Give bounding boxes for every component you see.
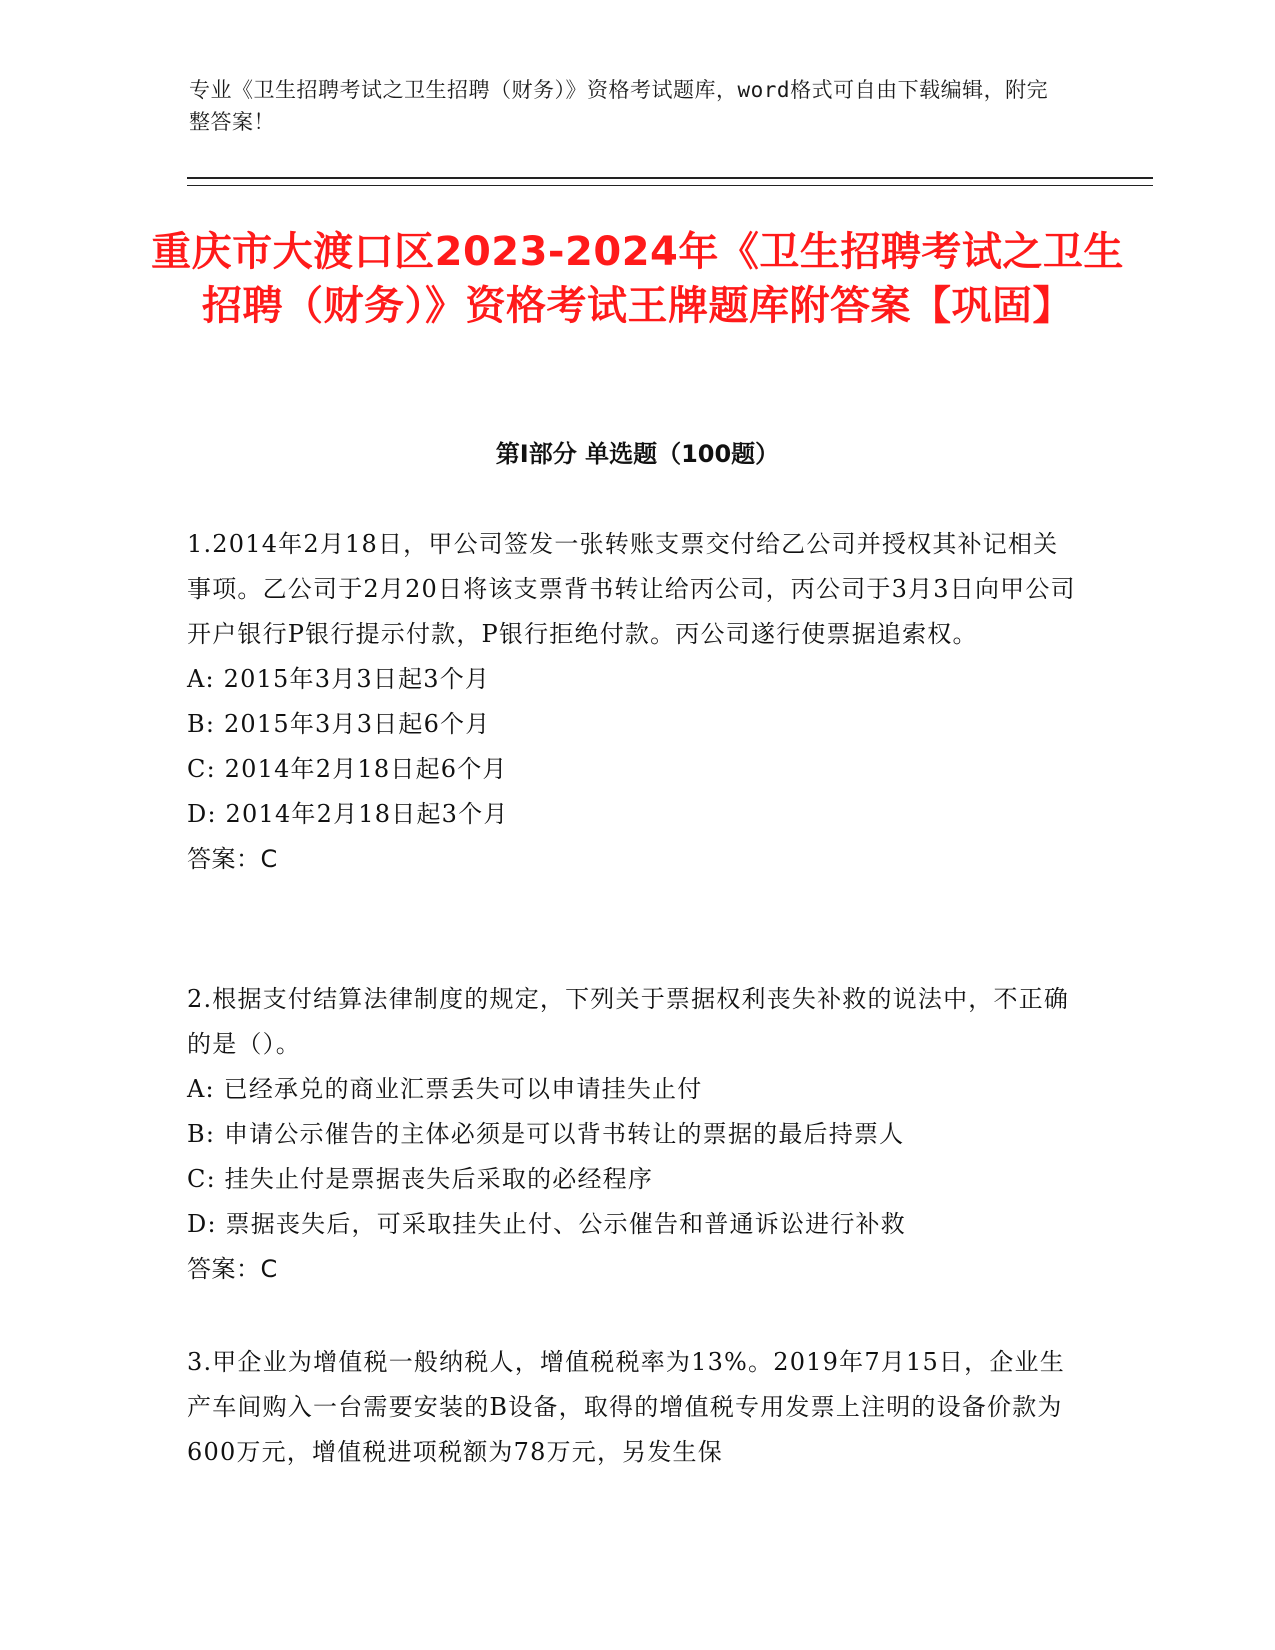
option-a: A: 已经承兑的商业汇票丢失可以申请挂失止付 xyxy=(187,1075,703,1103)
question-stem: 3.甲企业为增值税一般纳税人，增值税税率为13%。2019年7月15日，企业生产车间购入一台需要安装的B设备，取得的增值税专用发票上注明的设备价款为600万元，增值税进项税额为78万元，另发生保 xyxy=(187,1348,1065,1466)
document-title: 重庆市大渡口区2023-2024年《卫生招聘考试之卫生招聘（财务）》资格考试王牌题库附答案【巩固】 xyxy=(151,229,1124,329)
option-d: D: 2014年2月18日起3个月 xyxy=(187,800,509,828)
answer-label: 答案：C xyxy=(187,1255,278,1283)
section-heading: 第Ⅰ部分 单选题（100题） xyxy=(495,440,780,468)
answer-label: 答案：C xyxy=(187,845,278,873)
option-b: B: 2015年3月3日起6个月 xyxy=(187,710,491,738)
option-c: C: 挂失止付是票据丧失后采取的必经程序 xyxy=(187,1165,654,1193)
option-b: B: 申请公示催告的主体必须是可以背书转让的票据的最后持票人 xyxy=(187,1120,905,1148)
question-1 xyxy=(187,522,1077,882)
option-d: D: 票据丧失后，可采取挂失止付、公示催告和普通诉讼进行补救 xyxy=(187,1210,906,1238)
option-a: A: 2015年3月3日起3个月 xyxy=(187,665,491,693)
header-note: 专业《卫生招聘考试之卫生招聘（财务）》资格考试题库，word格式可自由下载编辑，附完整答案！ xyxy=(189,78,1049,134)
question-stem: 1.2014年2月18日，甲公司签发一张转账支票交付给乙公司并授权其补记相关事项。乙公司于2月20日将该支票背书转让给丙公司，丙公司于3月3日向甲公司开户银行P银行提示付款，P银行拒绝付款。丙公司遂行使票据追索权。 xyxy=(187,530,1076,648)
question-2 xyxy=(187,977,1077,1292)
header-divider-thick xyxy=(187,177,1153,179)
question-3 xyxy=(187,1340,1077,1475)
header-divider-thin xyxy=(187,185,1153,186)
question-stem: 2.根据支付结算法律制度的规定，下列关于票据权利丧失补救的说法中，不正确的是（）。 xyxy=(187,985,1070,1058)
option-c: C: 2014年2月18日起6个月 xyxy=(187,755,508,783)
